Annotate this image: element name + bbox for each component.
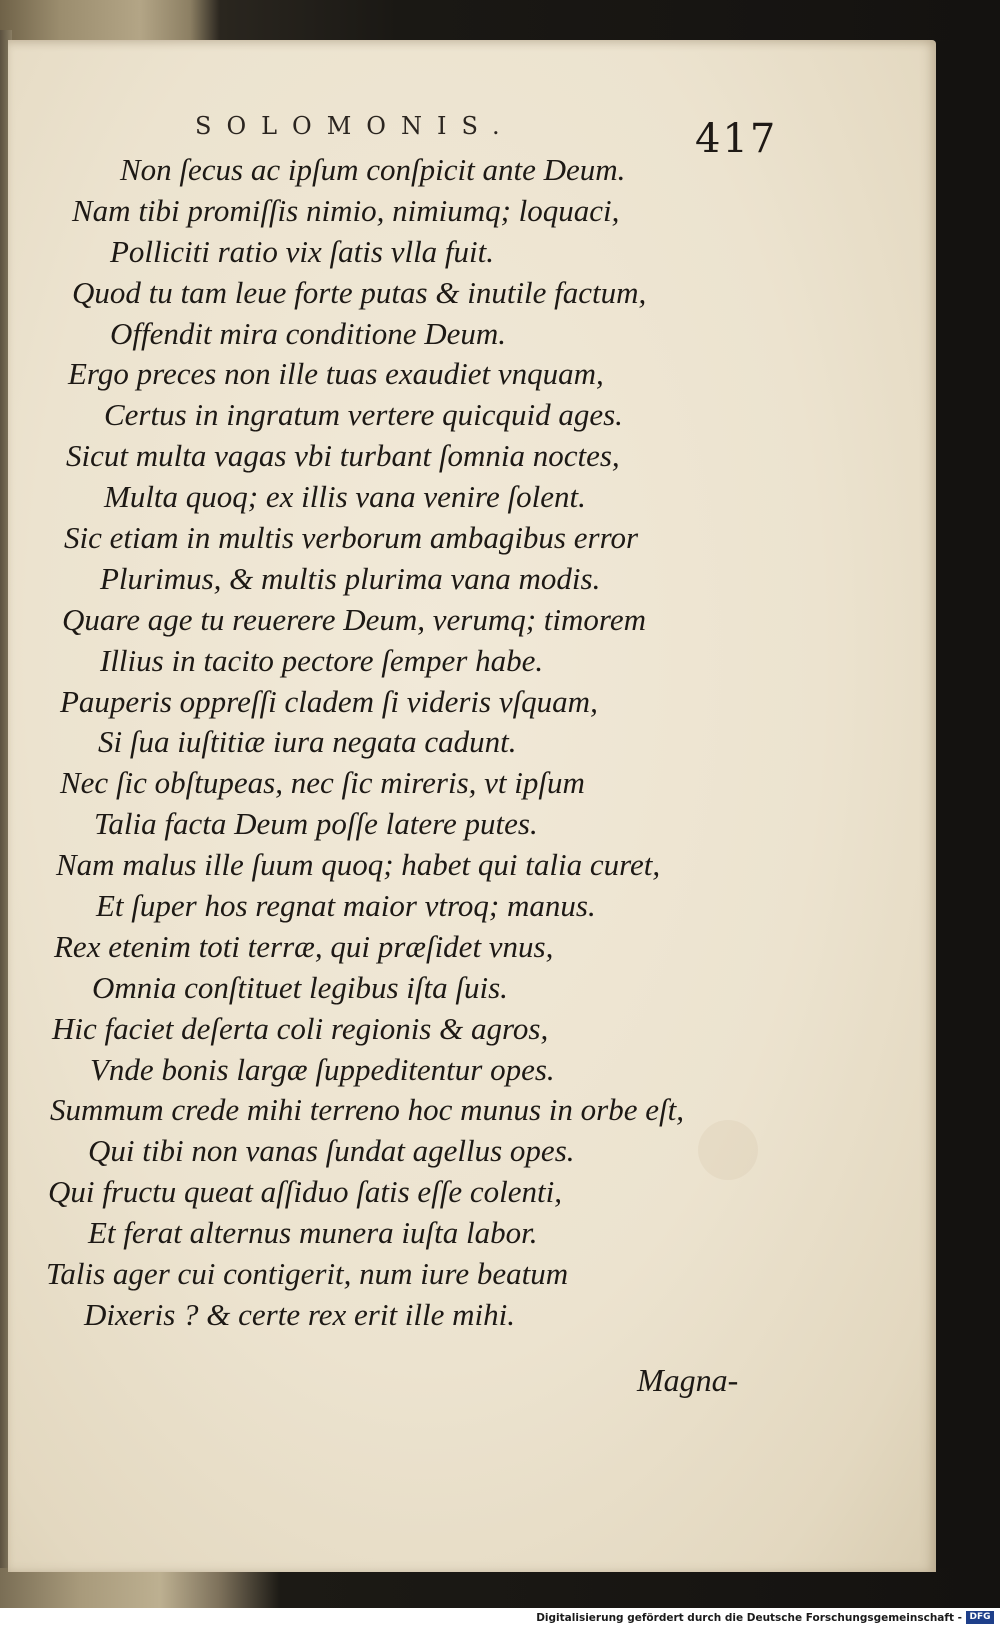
poem-line: Quare age tu reuerere Deum, verumq; timorem: [62, 601, 646, 637]
poem-line: Sic etiam in multis verborum ambagibus error: [64, 520, 639, 556]
poem-line: Non ſecus ac ipſum conſpicit ante Deum.: [120, 152, 626, 187]
page-number: 417: [695, 116, 778, 162]
poem-line: Nec ſic obſtupeas, nec ſic mireris, vt ipſum: [60, 765, 585, 801]
poem-line: Dixeris ? & certe rex erit ille mihi.: [84, 1296, 516, 1332]
scan-bottom-edge: [0, 1568, 1000, 1608]
poem-line: Et ſuper hos regnat maior vtroq; manus.: [96, 888, 596, 924]
poem-line: Hic faciet deſerta coli regionis & agros,: [52, 1010, 549, 1046]
poem-line: Vnde bonis largæ ſuppeditentur opes.: [90, 1051, 555, 1087]
poem-line: Nam tibi promiſſis nimio, nimiumq; loquaci,: [72, 192, 620, 228]
poem-line: Nam malus ille ſuum quoq; habet qui talia curet,: [56, 847, 661, 883]
poem-line: Ergo preces non ille tuas exaudiet vnquam,: [68, 356, 604, 392]
poem-line: Talis ager cui contigerit, num iure beatum: [46, 1256, 569, 1292]
poem-line: Summum crede mihi terreno hoc munus in orbe eſt,: [50, 1092, 684, 1128]
poem-line: Illius in tacito pectore ſemper habe.: [100, 642, 544, 678]
poem-line: Qui fructu queat aſſiduo ſatis eſſe colenti,: [48, 1174, 563, 1210]
poem-text-block: [0, 150, 928, 1336]
poem-line: Si ſua iuſtitiæ iura negata cadunt.: [98, 724, 517, 760]
scan-top-edge: [0, 0, 1000, 42]
footer-credit: Digitalisierung gefördert durch die Deutsche Forschungsgemeinschaft -: [536, 1612, 962, 1624]
running-head: SOLOMONIS.: [195, 112, 515, 140]
poem-line: Polliciti ratio vix ſatis vlla fuit.: [110, 233, 495, 269]
poem-line: Certus in ingratum vertere quicquid ages.: [104, 397, 623, 433]
poem-line: Offendit mira conditione Deum.: [110, 315, 507, 351]
poem-line: Plurimus, & multis plurima vana modis.: [100, 560, 601, 596]
poem-line: Rex etenim toti terræ, qui præſidet vnus,: [54, 928, 554, 964]
poem-line: Pauperis oppreſſi cladem ſi videris vſquam,: [60, 683, 598, 719]
poem-line: Talia facta Deum poſſe latere putes.: [94, 806, 538, 842]
dfg-logo: DFG: [966, 1611, 994, 1624]
poem-line: Sicut multa vagas vbi turbant ſomnia noctes,: [66, 438, 620, 474]
poem-line: Qui tibi non vanas ſundat agellus opes.: [88, 1133, 575, 1169]
poem-line: Omnia conſtituet legibus iſta ſuis.: [92, 969, 508, 1005]
poem-line: Multa quoq; ex illis vana venire ſolent.: [104, 479, 586, 515]
poem-line: Quod tu tam leue forte putas & inutile factum,: [72, 274, 647, 310]
catchword: Magna-: [637, 1362, 739, 1398]
poem-line: Et ferat alternus munera iuſta labor.: [88, 1215, 538, 1251]
